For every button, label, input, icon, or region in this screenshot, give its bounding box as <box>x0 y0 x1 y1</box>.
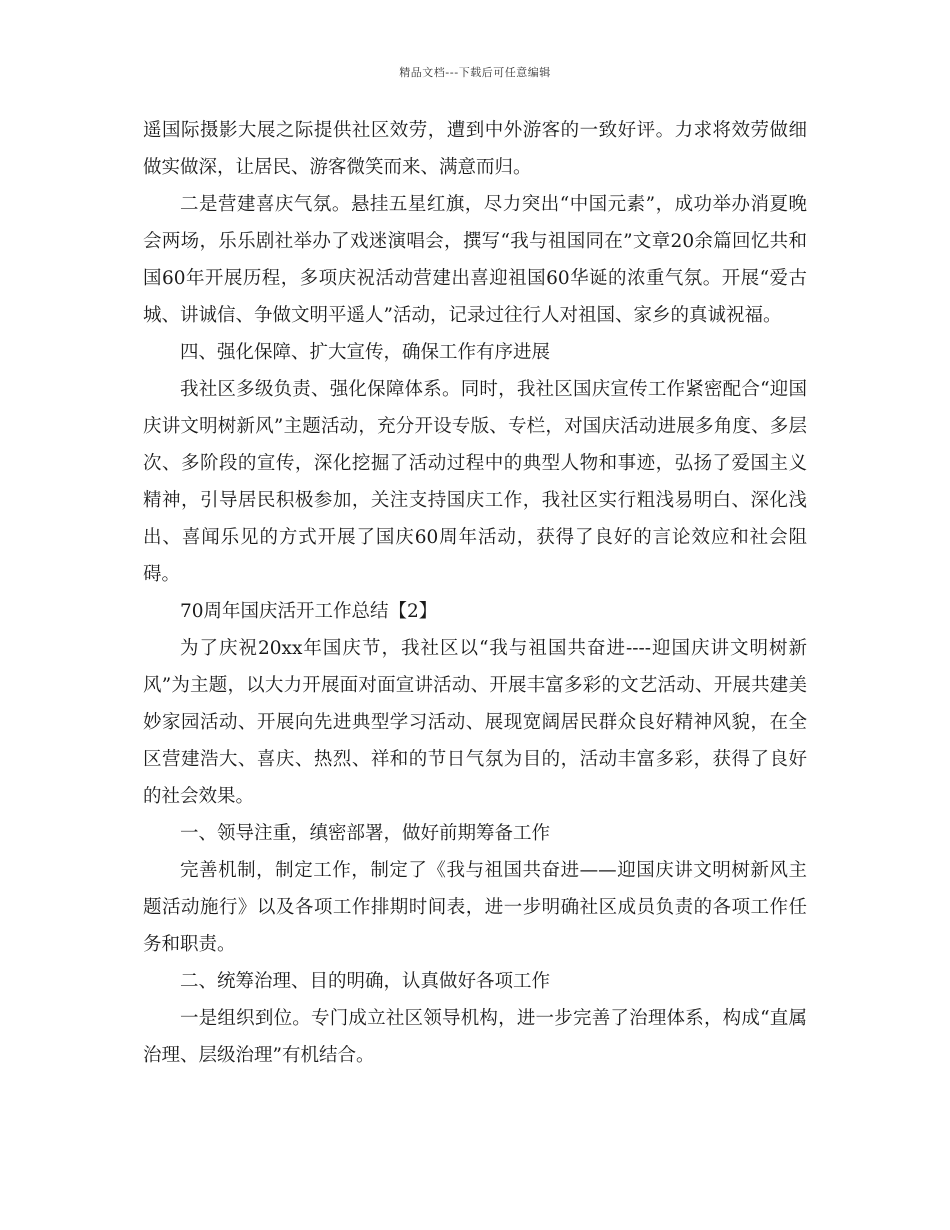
paragraph: 我社区多级负责、强化保障体系。同时，我社区国庆宣传工作紧密配合“迎国庆讲文明树新风”主题活动，充分开设专版、专栏，对国庆活动进展多角度、多层次、多阶段的宣传，深化挖掘了活动过程中的典型人物和事迹，弘扬了爱国主义精神，引导居民积极参加，关注支持国庆工作，我社区实行粗浅易明白、深化浅出、喜闻乐见的方式开展了国庆60周年活动，获得了良好的言论效应和社会阻碍。 <box>143 379 807 585</box>
document-body <box>143 112 807 1074</box>
page-header: 精品文档---下载后可任意编辑 <box>399 66 551 79</box>
paragraph: 二是营建喜庆气氛。悬挂五星红旗，尽力突出“中国元素”，成功举办消夏晚会两场，乐乐剧社举办了戏迷演唱会，撰写“我与祖国同在”文章20余篇回忆共和国60年开展历程，多项庆祝活动营建出喜迎祖国60华诞的浓重气氛。开展“爱古城、讲诚信、争做文明平遥人”活动，记录过往行人对祖国、家乡的真诚祝福。 <box>143 194 807 326</box>
paragraph: 为了庆祝20xx年国庆节，我社区以“我与祖国共奋进----迎国庆讲文明树新风”为主题，以大力开展面对面宣讲活动、开展丰富多彩的文艺活动、开展共建美妙家园活动、开展向先进典型学习活动、展现宽阔居民群众良好精神风貌，在全区营建浩大、喜庆、热烈、祥和的节日气氛为目的，活动丰富多彩，获得了良好的社会效果。 <box>143 638 807 807</box>
paragraph: 一是组织到位。专门成立社区领导机构，进一步完善了治理体系，构成“直属治理、层级治理”有机结合。 <box>143 1008 807 1066</box>
section-heading: 二、统筹治理、目的明确，认真做好各项工作 <box>180 971 551 992</box>
section-heading: 四、强化保障、扩大宣传，确保工作有序进展 <box>180 342 551 363</box>
section-heading: 一、领导注重，缜密部署，做好前期筹备工作 <box>180 823 551 844</box>
document-title: 70周年国庆活开工作总结【2】 <box>180 601 438 622</box>
paragraph: 完善机制，制定工作，制定了《我与祖国共奋进——迎国庆讲文明树新风主题活动施行》以及各项工作排期时间表，进一步明确社区成员负责的各项工作任务和职责。 <box>143 860 807 955</box>
paragraph: 遥国际摄影大展之际提供社区效劳，遭到中外游客的一致好评。力求将效劳做细做实做深，让居民、游客微笑而来、满意而归。 <box>143 120 807 178</box>
